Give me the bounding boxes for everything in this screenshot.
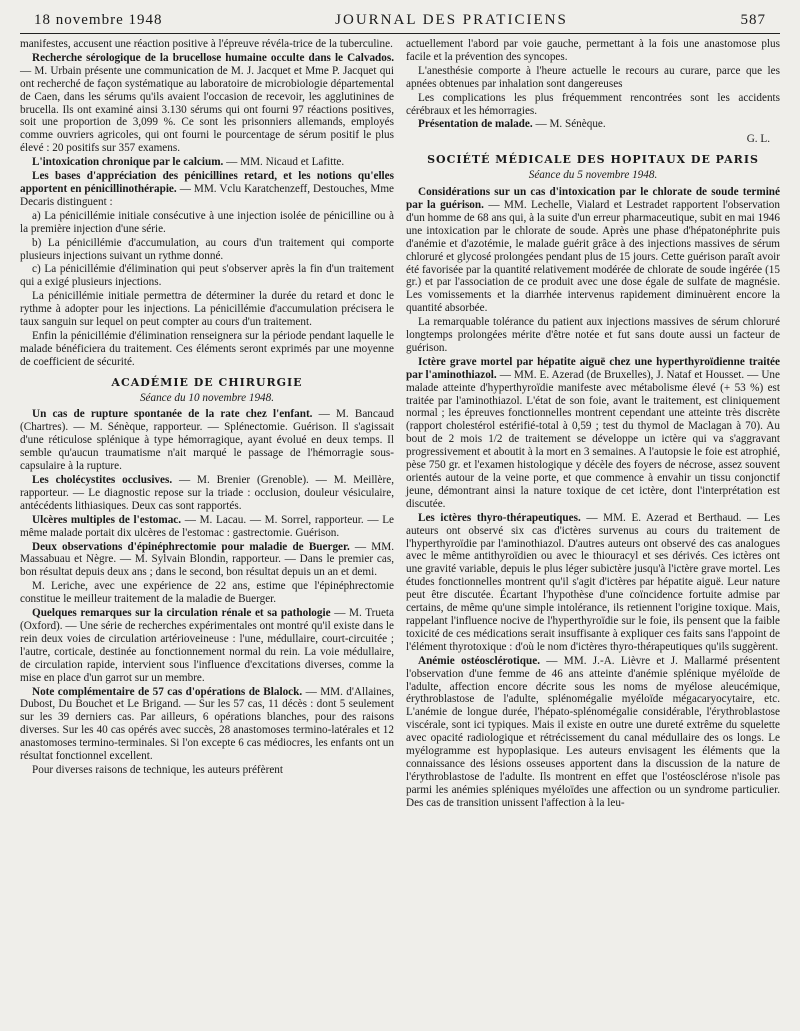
article-title: Les ictères thyro-thérapeutiques.: [418, 511, 581, 524]
article-blalock: [20, 686, 394, 763]
article-title: Considérations sur un cas d'intoxication par le chlorate de soude terminé par la guérison.: [406, 186, 780, 211]
article-body: — M. Bancaud (Chartres). — M. Sénèque, rapporteur. — Splénectomie. Guérison. Il s'agissait d'une réticulose splénique à type hémorragique, ayant évolué en deux temps. Il semble qu'aucun traumatisme n'ait marqué le passage de l'hémorragie sous-capsulaire à la rupture.: [20, 408, 395, 473]
article-presentation: [406, 118, 780, 131]
paragraph: Enfin la pénicillémie d'élimination renseignera sur la période pendant laquelle le malade bénéficiera du traitement. Ces éléments seront exprimés par une moyenne de coefficient de sécurité.: [20, 329, 394, 368]
article-body: — MM. Nicaud et Lafitte.: [223, 156, 345, 169]
article-body: — M. Urbain présente une communication de M. J. Jacquet et Mme P. Jacquet qui ont recherché de façon systématique au laboratoire de microbiologie départemental de Caen, dans les sérums qu'ils avaient l'occasion de recevoir, les agglutinines de brucella. Ils ont examiné ainsi 3.130 sérums qui ont fourni 97 réactions positives, soit une proportion de 3,099 %. Ce sont les prisonniers allemands, employés comme ouvriers agricoles, qui ont fourni le pourcentage de sérum positif le plus élevé : 20 positifs sur 357 examens.: [20, 64, 394, 155]
author-signature: G. L.: [746, 133, 770, 146]
article-title: Ictère grave mortel par hépatite aiguë chez une hyperthyroïdienne traitée par l'aminothiazol.: [406, 355, 780, 381]
article-epinephrectomie: [20, 541, 394, 580]
running-header: [20, 10, 780, 33]
article-title: Ulcères multiples de l'estomac.: [32, 513, 182, 526]
article-calcium: [20, 156, 394, 169]
article-title: Un cas de rupture spontanée de la rate chez l'enfant.: [32, 408, 313, 421]
article-body: — MM. E. Azerad (de Bruxelles), J. Nataf et Housset. — Une malade atteinte d'hyperthyroïdie manifeste avec métabolisme élevé (+ 53 %) est traitée par l'aminothiazol. L'état de son foie, avant le traitement, est cliniquement normal ; les épreuves fonctionnelles montrent cependant une atteinte très discrète (rapport cholestérol estérifié-total à 0,59 ; test du thymol de Maclagan à 70). Au bout de 2 mois 1/2 de traitement se développe un ictère qui va s'aggravant progressivement et aboutit à la mort en 3 semaines. A l'autopsie le foie est atrophié, pèse 750 gr. et l'examen histologique y décèle des foyers de nécrose, assez souvent orientés autour de la veine porte, et que commence à envahir un tissu conjonctif jeune, démontrant ainsi la nature toxique de cet ictère, dont l'interprétation est discutée.: [406, 368, 780, 510]
section-heading-societe: SOCIÉTÉ MÉDICALE DES HOPITAUX DE PARIS: [427, 153, 759, 167]
article-anemie: [406, 655, 780, 810]
section-seance-date: Séance du 5 novembre 1948.: [528, 169, 658, 182]
paragraph: a) La pénicillémie initiale consécutive à une injection isolée de pénicilline ou à la première injection d'une série.: [20, 209, 394, 235]
article-chlorate: [406, 186, 780, 315]
article-body: — MM. d'Allaines, Dubost, Du Bouchet et Le Brigand. — Sur les 57 cas, 11 décès : dont 5 seulement sur les 39 derniers cas. Par ailleurs, 6 opérations blanches, pour des raisons diverses. Sur les 40 cas opérés avec succès, 28 anastomoses termino-latérales et 12 anastomoses termino-terminales. Si l'on excepte 6 cas médiocres, les enfants ont un résultat fonctionnel excellent.: [20, 685, 394, 763]
article-circulation-renale: [20, 607, 394, 684]
article-brucellose: [20, 52, 394, 155]
article-body: — MM. Lechelle, Vialard et Lestradet rapportent l'observation d'un homme de 68 ans qui, à la suite d'un erreur pharmaceutique, subit en mai 1946 une intoxication par le chlorate de soude. Après une phase d'hépatonéphrite puis d'anémie et d'azotémie, le malade guérit grâce à des injections massives de sérum chloruré et glycosé prolongées pendant plus de 15 jours. Cette guérison paraît avoir été favorisée par la quantité relativement modérée de chlorate de soude ingérée (15 gr.) et par l'association de ce produit avec une dose égale de sulfate de magnésie. Les vomissements et la diarrhée intervenus rapidement diminuèrent encore la quantité absorbée.: [406, 198, 780, 315]
article-body: — M. Lacau. — M. Sorrel, rapporteur. — Le même malade portait dix ulcères de l'estomac : gastrectomie. Guérison.: [20, 513, 394, 539]
article-title: Note complémentaire de 57 cas d'opérations de Blalock.: [32, 685, 303, 698]
journal-title: JOURNAL DES PRATICIENS: [335, 12, 568, 28]
paragraph: manifestes, accusent une réaction positive à l'épreuve révéla-trice de la tuberculine.: [20, 38, 393, 50]
right-column: [406, 38, 780, 811]
article-icteres-thyro: [406, 512, 780, 654]
section-seance-date: Séance du 10 novembre 1948.: [139, 391, 275, 404]
paragraph: Les complications les plus fréquemment rencontrées sont les accidents cérébraux et les hémorragies.: [406, 91, 780, 117]
article-body: — M. Sénèque.: [532, 118, 606, 131]
article-title: Les bases d'appréciation des pénicillines retard, et les notions qu'elles apportent en pénicillinothérapie.: [20, 170, 394, 195]
article-body: — MM. Vclu Karatchenzeff, Destouches, Mme Decaris distinguent :: [20, 182, 394, 208]
article-body: — M. Trueta (Oxford). — Une série de recherches expérimentales ont montré qu'il existe dans le rein deux voies de circulation artérioveineuse : l'une, médullaire, court-circuitée ; l'autre, corticale, destinée au fonctionnement normal du rein. La voie médullaire, de circulation rapide, intervient sous l'influence d'excitations diverses, comme la mise en place d'un garrot sur un membre.: [20, 607, 394, 684]
page-number: 587: [740, 12, 766, 28]
paragraph: La pénicillémie initiale permettra de déterminer la durée du retard et donc le rythme à adopter pour les injections. La pénicillémie d'accumulation précisera le taux sanguin sur lequel on peut compter au cours d'un traitement.: [20, 290, 394, 329]
paragraph: La remarquable tolérance du patient aux injections massives de sérum chloruré longtemps prolongées mérite d'être notée et fut sans doute aussi un facteur de guérison.: [406, 316, 780, 354]
article-body: — MM. Massabuau et Nègre. — M. Sylvain Blondin, rapporteur. — Dans le premier cas, bon résultat depuis deux ans ; dans le second, bon résultat depuis un an et demi.: [20, 540, 395, 579]
article-ulceres: [20, 514, 394, 540]
article-penicillines: [20, 170, 394, 209]
paragraph: L'anesthésie comporte à l'heure actuelle le recours au curare, parce que les apnées obtenues par inhalation sont dangereuses: [406, 64, 780, 90]
article-title: Recherche sérologique de la brucellose humaine occulte dans le Calvados.: [32, 51, 394, 64]
article-body: — M. Brenier (Grenoble). — M. Meillère, rapporteur. — Le diagnostic repose sur la triade : occlusion, douleur vésiculaire, antécédents lithiasiques. Deux cas sont rapportés.: [20, 474, 394, 512]
left-column: [20, 38, 394, 811]
article-cholecystites: [20, 474, 394, 513]
article-title: Deux observations d'épinéphrectomie pour maladie de Buerger.: [32, 540, 350, 553]
paragraph: b) La pénicillémie d'accumulation, au cours d'un traitement qui comporte plusieurs injections suivant un rythme donné.: [20, 236, 394, 262]
article-title: L'intoxication chronique par le calcium.: [32, 156, 224, 169]
article-title: Quelques remarques sur la circulation rénale et sa pathologie: [32, 607, 331, 620]
paragraph: M. Leriche, avec une expérience de 22 ans, estime que l'épinéphrectomie constitue le meilleur traitement de la maladie de Buerger.: [20, 580, 394, 606]
article-body: — MM. E. Azerad et Berthaud. — Les auteurs ont observé six cas d'ictères survenus au cours du traitement de l'hyperthyroïdie par l'aminothiazol. D'autres auteurs ont observé des cas analogues avec le même antithyroïdien ou avec le thiouracyl et ses dérivés. Ces ictères ont une gravité variable, depuis le plus léger subictère jusqu'à l'ictère grave mortel. Les études fonctionnelles montrent qu'il s'agit d'ictères par hépatite aiguë. Leur nature peut être discutée. Écartant l'hypothèse d'une coïncidence fortuite admise par certains, de même qu'une simple intolérance, ils retiennent l'origine toxique. Mais, rappelant l'influence nocive de l'hyperthyroïdie sur le foie, ils pensent que la faible toxicité de ces médications serait insuffisante à expliquer ces faits sans l'appoint de l'élément thyrotoxique : d'où le nom d'ictères thyro-thérapeutiques qu'ils suggèrent.: [406, 511, 780, 653]
header-rule: [20, 33, 780, 34]
paragraph: Pour diverses raisons de technique, les auteurs préfèrent: [32, 763, 284, 776]
article-body: — MM. J.-A. Lièvre et J. Mallarmé présentent l'observation d'une femme de 46 ans atteinte d'anémie splénique myéloïde de l'adulte, affection encore décrite sous les noms de myélose aleucémique, érythroblastose de l'adulte, splénomégalie myéloïde mégacaryocytaire, etc. L'anémie de longue durée, l'hépato-splénomégalie considérable, l'érythroblastose viscérale, sont ici typiques. Mais il existe en outre une dureté extrême du squelette avec opacité radiologique et rétrécissement du canal médullaire des os longs. Le myélogramme est hypoplasique. Les auteurs envisagent les éléments que la connaissance des lésions osseuses apportent dans la discussion de la nature de l'érythroblastose de l'adulte. Ils montrent en effet que l'ostéosclérose n'isole pas parmi les anémies spléniques myéloïdes une affection ou un syndrome particulier. Des cas de transition unissent l'affection à la leu-: [406, 654, 780, 809]
text-columns: [20, 38, 780, 811]
article-ictere-grave: [406, 356, 780, 511]
article-title: Les cholécystites occlusives.: [32, 474, 173, 486]
article-rate: [20, 408, 394, 473]
article-title: Présentation de malade.: [418, 118, 533, 131]
paragraph: actuellement l'abord par voie gauche, permettant à la fois une anastomose plus facile et la prévention des syncopes.: [406, 38, 780, 63]
header-date: 18 novembre 1948: [34, 12, 163, 28]
section-heading-academie: ACADÉMIE DE CHIRURGIE: [111, 375, 303, 389]
article-title: Anémie ostéosclérotique.: [418, 654, 540, 667]
paragraph: c) La pénicillémie d'élimination qui peut s'observer après la fin d'un traitement qui a exigé plusieurs injections.: [20, 263, 394, 289]
